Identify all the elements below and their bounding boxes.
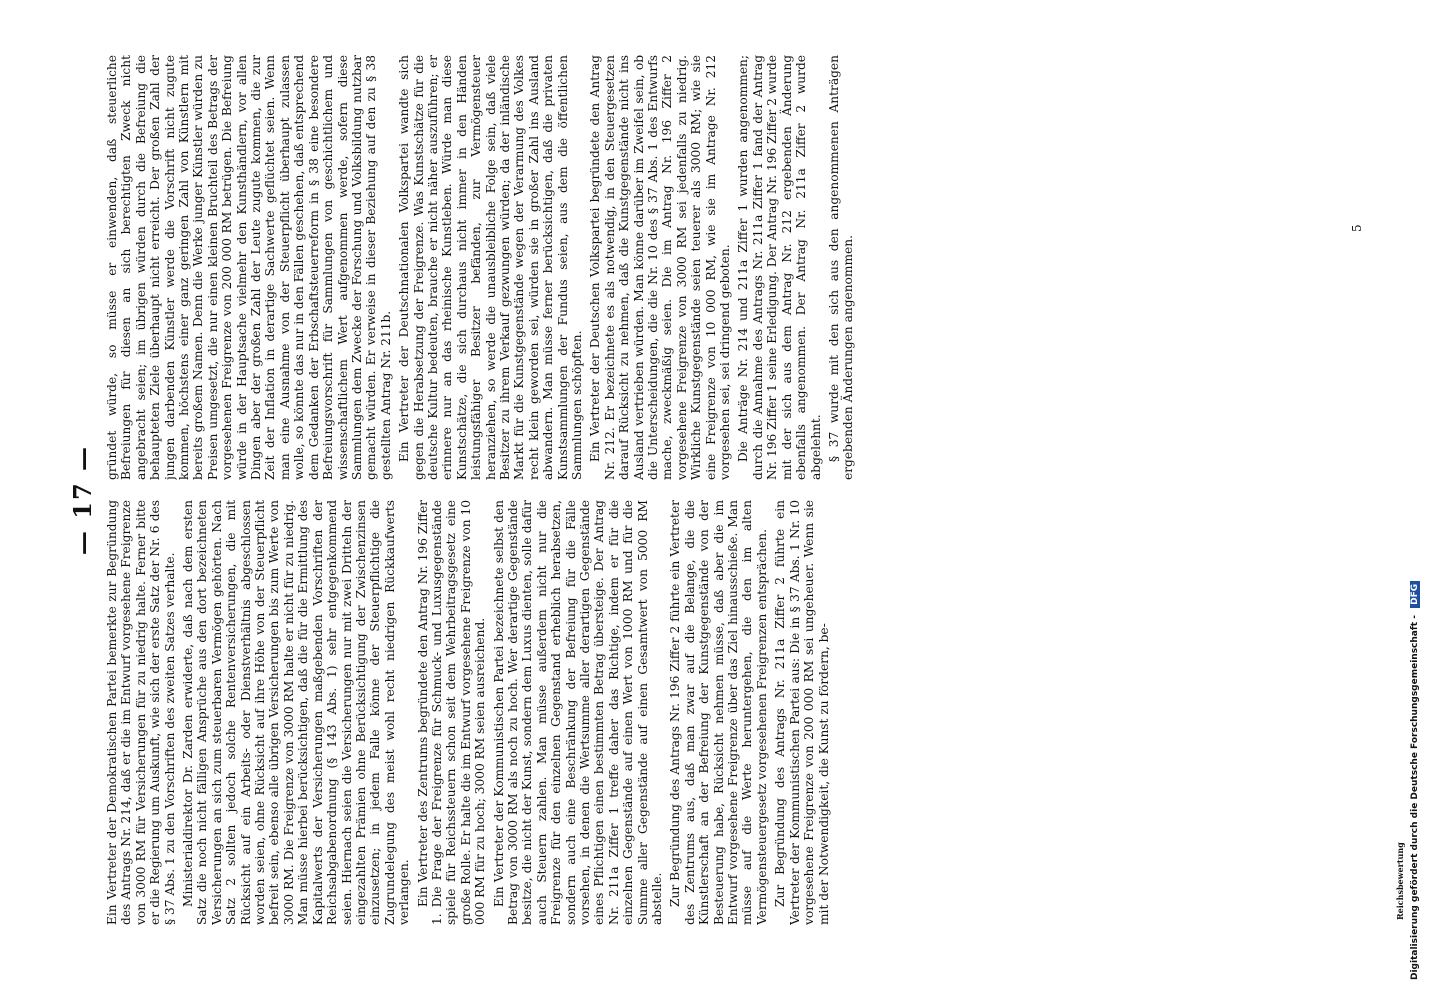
paragraph: Ministerialdirektor Dr. Zarden erwiderte, daß nach dem ersten Satz die noch nicht fälligen Ansprüche aus den dort bezeichneten Versicherungen an sich zum steuerbaren Vermögen gehörten. Nach Satz 2 sollten jedoch solche Rentenversicherungen, die mit Rücksicht auf ein Arbeits- oder Dienstverhältnis abgeschlossen worden seien, ohne Rücksicht auf ihre Höhe von der Steuerpflicht befreit sein, ebenso alle übrigen Versicherungen bis zum Werte von 3000 RM. Die Freigrenze von 3000 RM halte er nicht für zu niedrig. Man müsse hierbei berücksichtigen, daß die für die Ermittlung des Kapitalwerts der Versicherungen maßgebenden Vorschriften der Reichsabgabenordnung (§ 143 Abs. 1) sehr entgegenkommend seien. Hiernach seien die Versicherungen nur mit zwei Dritteln der eingezahlten Prämien ohne Berücksichtigung der Zwischenzinsen einzusetzen; in jedem Falle könne der Steuerpflichtige die Zugrundelegung des meist wohl recht niedrigen Rückkaufwerts verlangen. — [181, 500, 412, 925]
right-column — [105, 55, 960, 480]
paragraph: Zur Begründung des Antrags Nr. 211a Ziffer 2 führte ein Vertreter der Kommunistischen Partei aus: Die in § 37 Abs. 1 Nr. 10 vorgesehene Freigrenze von 200 000 RM sei ungeheuer. Wenn sie mit der Notwendigkeit, die Kunst zu fördern, be- — [773, 500, 831, 925]
dfg-logo: DFG — [1410, 581, 1420, 608]
page-folio: — 17 — — [68, 444, 97, 556]
footer-note: Reichsbewertung — [1395, 842, 1405, 920]
left-column — [105, 500, 960, 925]
paragraph: Ein Vertreter der Deutschnationalen Volkspartei wandte sich gegen die Herabsetzung der Freigrenze. Was Kunstschätze für die deutsche Kultur bedeuten, brauche er nicht näher auszuführen; er erinnere nur an das rheinische Kunstleben. Würde man diese Kunstschätze, die sich durchaus nicht immer in den Händen leistungsfähiger Besitzer befänden, zur Vermögensteuer heranziehen, so werde die unausbleibliche Folge sein, daß viele Besitzer zu ihrem Verkauf gezwungen würden; da der inländische Markt für die Kunstgegenstände wegen der Verarmung des Volkes recht klein geworden sei, würden sie in großer Zahl ins Ausland abwandern. Man müsse ferner berücksichtigen, daß die privaten Kunstsammlungen der Fundus seien, aus dem die öffentlichen Sammlungen schöpften. — [397, 55, 584, 480]
page-marker: 5 — [1350, 224, 1364, 232]
paragraph: Ein Vertreter der Deutschen Volkspartei begründete den Antrag Nr. 212. Er bezeichnete es als notwendig, in den Steuergesetzen darauf Rücksicht zu nehmen, daß die Kunstgegenstände nicht ins Ausland vertrieben würden. Man könne darüber im Zweifel sein, ob die Unterscheidungen, die die Nr. 10 des § 37 Abs. 1 des Entwurfs mache, zweckmäßig seien. Die im Antrag Nr. 196 Ziffer 2 vorgesehene Freigrenze von 3000 RM sei jedenfalls zu niedrig. Wirkliche Kunstgegenstände seien teuerer als 3000 RM; wie sie eine Freigrenze von 10 000 RM, wie sie im Antrage Nr. 212 vorgesehen sei, sei dringend geboten. — [588, 55, 733, 480]
paragraph: gründet würde, so müsse er einwenden, daß steuerliche Befreiungen für diesen an sich berechtigten Zweck nicht angebracht seien; im übrigen würden durch die Befreiung die behaupteten Ziele überhaupt nicht erreicht. Der großen Zahl der jungen darbenden Künstler werde die Vorschrift nicht zugute kommen, höchstens einer ganz geringen Zahl von Künstlern mit bereits großem Namen. Denn die Werke junger Künstler würden zu Preisen umgesetzt, die nur einen kleinen Bruchteil des Betrags der vorgesehenen Freigrenze von 200 000 RM betrügen. Die Befreiung würde in der Hauptsache vielmehr den Kunsthändlern, vor allen Dingen aber der großen Zahl der Leute zugute kommen, die zur Zeit der Inflation in derartige Sachwerte geflüchtet seien. Wenn man eine Ausnahme von der Steuerpflicht überhaupt zulassen wolle, so könnte das nur in den Fällen geschehen, daß entsprechend dem Gedanken der Erbschaftsteuerreform in § 38 eine besondere Befreiungsvorschrift für Sammlungen von geschichtlichem und wissenschaftlichem Wert aufgenommen werde, sofern diese Sammlungen dem Zwecke der Forschung und Volksbildung nutzbar gemacht würden. Er verweise in dieser Beziehung auf den zu § 38 gestellten Antrag Nr. 211b. — [105, 55, 393, 480]
dfg-notice-text: Digitalisierung gefördert durch die Deutsche Forschungsgemeinschaft - — [1410, 615, 1420, 980]
paragraph: Ein Vertreter des Zentrums begründete den Antrag Nr. 196 Ziffer 1. Die Frage der Freigrenze für Schmuck- und Luxusgegenstände spiele für Reichssteuern schon seit dem Wehrbeitragsgesetz eine große Rolle. Er halte die im Entwurf vorgesehene Freigrenze von 10 000 RM für zu hoch; 3000 RM seien ausreichend. — [415, 500, 488, 925]
dfg-notice — [1410, 581, 1420, 980]
paragraph: Die Anträge Nr. 214 und 211a Ziffer 1 wurden angenommen; durch die Annahme des Antrags Nr. 211a Ziffer 1 fand der Antrag Nr. 196 Ziffer 1 seine Erledigung. Der Antrag Nr. 196 Ziffer 2 wurde mit der sich aus dem Antrag Nr. 212 ergebenden Änderung ebenfalls angenommen. Der Antrag Nr. 211a Ziffer 2 wurde abgelehnt. — [736, 55, 823, 480]
paragraph: § 37 wurde mit den sich aus den angenommenen Anträgen ergebenden Änderungen angenommen. — [826, 55, 856, 480]
paragraph: Zur Begründung des Antrags Nr. 196 Ziffer 2 führte ein Vertreter des Zentrums aus, daß man zwar auf die Belange, die die Künstlerschaft an der Befreiung der Kunstgegenstände von der Besteuerung habe, Rücksicht nehmen müsse, daß aber die im Entwurf vorgesehene Freigrenze über das Ziel hinausschieße. Man müsse auf die Werte heruntergehen, die den im alten Vermögensteuergesetz vorgesehenen Freigrenzen entsprächen. — [668, 500, 769, 925]
paragraph: Ein Vertreter der Kommunistischen Partei bezeichnete selbst den Betrag von 3000 RM als noch zu hoch. Wer derartige Gegenstände besitze, die nicht der Kunst, sondern dem Luxus dienten, solle dafür auch Steuern zahlen. Man müsse außerdem nicht nur die Freigrenze für den einzelnen Gegenstand erheblich herabsetzen, sondern auch eine Beschränkung der Befreiung für die Fälle vorsehen, in denen die Wertsumme aller derartigen Gegenstände eines Pflichtigen einen bestimmten Betrag übersteige. Der Antrag Nr. 211a Ziffer 1 treffe daher das Richtige, indem er für die einzelnen Gegenstände auf einen Wert von 1000 RM und für die Summe aller Gegenstände auf einen Gesamtwert von 5000 RM abstelle. — [491, 500, 665, 925]
paragraph: Ein Vertreter der Demokratischen Partei bemerkte zur Begründung des Antrags Nr. 214, daß er die im Entwurf vorgesehene Freigrenze von 3000 RM für Versicherungen für zu niedrig halte. Ferner bitte er die Regierung um Auskunft, wie sich der erste Satz der Nr. 6 des § 37 Abs. 1 zu den Vorschriften des zweiten Satzes verhalte. — [105, 500, 177, 925]
